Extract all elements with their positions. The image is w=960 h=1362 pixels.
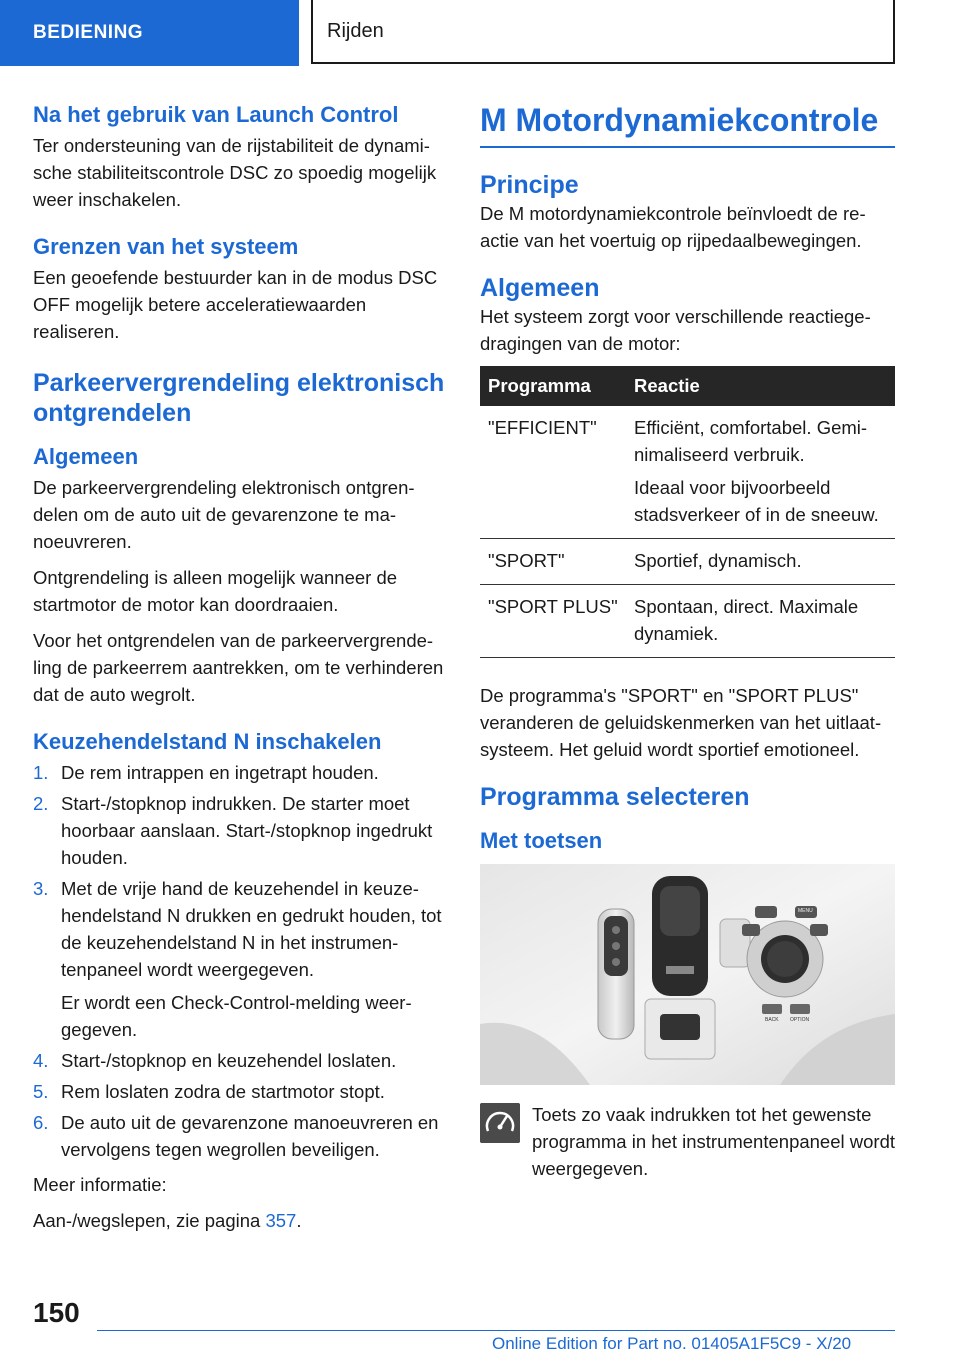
- table-row: [480, 406, 895, 539]
- cell-reactie: Sportief, dynamisch.: [626, 539, 895, 585]
- step-number: 3.: [33, 878, 49, 899]
- paragraph-launch: Ter ondersteuning van de rijstabiliteit de dynamische stabiliteitscontrole DSC zo spoedig mogelijk weer inschakelen.: [33, 135, 437, 210]
- footer-edition: Online Edition for Part no. 01405A1F5C9 - X/20: [492, 1334, 852, 1353]
- heading-grenzen: Grenzen van het systeem: [33, 234, 299, 259]
- section-label: BEDIENING: [33, 22, 144, 43]
- step-number: 1.: [33, 762, 49, 783]
- toets-text: Toets zo vaak indrukken tot het gewenste programma in het instrumentenpaneel wordt weergegeven.: [532, 1104, 895, 1179]
- heading-programma-selecteren: Programma selecteren: [480, 783, 750, 811]
- photo-label-back: BACK: [765, 1017, 779, 1023]
- paragraph-alg1: De parkeervergrendeling elektronisch ontgrendelen om de auto uit de gevarenzone te manoeuvreren.: [33, 477, 415, 552]
- paragraph-aanwegslepen: Aan-/wegslepen, zie pagina 357.: [33, 1210, 302, 1231]
- heading-algemeen-right: Algemeen: [480, 274, 600, 302]
- right-column: [480, 100, 895, 1182]
- paragraph-grenzen: Een geoefende bestuurder kan in de modus DSC OFF mogelijk betere acceleratiewaarden realiseren.: [33, 267, 438, 342]
- paragraph-principe: De M motordynamiekcontrole beïnvloedt de reactie van het voertuig op rijpedaalbewegingen.: [480, 203, 866, 251]
- speedometer-icon: [480, 1103, 520, 1143]
- list-item: [33, 1047, 445, 1074]
- center-console-photo: [480, 864, 895, 1085]
- heading-principe: Principe: [480, 171, 579, 199]
- title-rule: [480, 100, 895, 148]
- step-text: Start-/stopknop en keuzehendel loslaten.: [61, 1050, 397, 1071]
- cell-subtext: Ideaal voor bijvoorbeeld stadsverkeer of in de sneeuw.: [634, 477, 879, 525]
- cell-reactie: Efficiënt, comfortabel. Geminimaliseerd verbruik. Ideaal voor bijvoorbeeld stadsverkeer of in de sneeuw.: [626, 406, 895, 539]
- photo-label-option: OPTION: [790, 1017, 810, 1023]
- step-number: 2.: [33, 793, 49, 814]
- program-table: [480, 366, 895, 658]
- column-header-programma: Programma: [480, 366, 626, 406]
- footer-rule: [97, 1330, 895, 1331]
- section-tab[interactable]: [0, 0, 299, 66]
- list-item: [33, 1078, 445, 1105]
- paragraph-alg2: Ontgrendeling is alleen mogelijk wanneer de startmotor de motor kan doordraaien.: [33, 567, 398, 615]
- list-item: [33, 790, 445, 871]
- paragraph-alg3: Voor het ontgrendelen van de parkeervergrendeling de parkeerrem aantrekken, om te verhinderen dat de auto wegrolt.: [33, 630, 444, 705]
- table-header-row: [480, 366, 895, 406]
- step-text: Start-/stopknop indrukken. De starter moet hoorbaar aanslaan. Start-/stopknop ingedrukt houden.: [61, 793, 433, 868]
- step-text: Met de vrije hand de keuzehendel in keuzehendelstand N drukken en gedrukt houden, tot de keuzehendelstand N in het instrumentenpaneel wordt weergegeven.: [61, 878, 442, 980]
- page-number: 150: [33, 1297, 80, 1328]
- left-column: [33, 100, 445, 1243]
- list-item: [33, 875, 445, 1043]
- heading-parkeervergrendeling: Parkeervergrendeling elektronisch ontgrendelen: [33, 369, 445, 427]
- steps-list: [33, 759, 445, 1163]
- paragraph-meer-info: Meer informatie:: [33, 1174, 167, 1195]
- photo-label-menu: MENU: [798, 908, 813, 914]
- cell-programma: "EFFICIENT": [480, 406, 626, 539]
- step-text: Rem loslaten zodra de startmotor stopt.: [61, 1081, 385, 1102]
- heading-launch-control: Na het gebruik van Launch Control: [33, 102, 399, 127]
- paragraph-algemeen-right: Het systeem zorgt voor verschillende reactiegedragingen van de motor:: [480, 306, 871, 354]
- heading-keuzehendel: Keuzehendelstand N inschakelen: [33, 729, 382, 754]
- cell-programma: "SPORT PLUS": [480, 585, 626, 658]
- step-subtext: Er wordt een Check-Control-melding weergegeven.: [61, 992, 412, 1040]
- paragraph-programmas: De programma's "SPORT" en "SPORT PLUS" veranderen de geluidskenmerken van het uitlaatsysteem. Het geluid wordt sportief emotioneel.: [480, 685, 882, 760]
- chapter-label: Rijden: [327, 19, 384, 42]
- list-item: [33, 1109, 445, 1163]
- toets-instruction: [480, 1101, 895, 1182]
- cell-programma: "SPORT": [480, 539, 626, 585]
- step-number: 6.: [33, 1112, 49, 1133]
- chapter-header: [311, 0, 895, 64]
- table-row: [480, 539, 895, 585]
- step-text: De auto uit de gevarenzone manoeuvreren en vervolgens tegen wegrollen beveiligen.: [61, 1112, 439, 1160]
- step-number: 4.: [33, 1050, 49, 1071]
- cell-reactie: Spontaan, direct. Maximale dynamiek.: [626, 585, 895, 658]
- step-number: 5.: [33, 1081, 49, 1102]
- heading-met-toetsen: Met toetsen: [480, 828, 603, 853]
- list-item: [33, 759, 445, 786]
- step-text: De rem intrappen en ingetrapt houden.: [61, 762, 379, 783]
- page-reference-link[interactable]: 357: [265, 1210, 297, 1231]
- page-title: M Motordynamiekcontrole: [480, 102, 879, 138]
- heading-algemeen-left: Algemeen: [33, 444, 139, 469]
- table-row: [480, 585, 895, 658]
- column-header-reactie: Reactie: [626, 366, 895, 406]
